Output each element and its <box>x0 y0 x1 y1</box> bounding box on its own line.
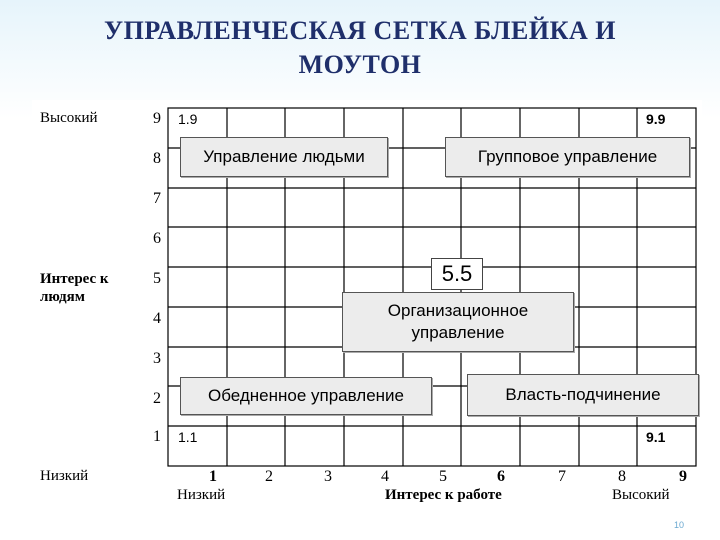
y-axis-high: Высокий <box>40 110 98 126</box>
y-tick-3: 3 <box>153 350 161 367</box>
title-line-1: УПРАВЛЕНЧЕСКАЯ СЕТКА БЛЕЙКА И <box>104 16 616 45</box>
y-tick-6: 6 <box>153 230 161 247</box>
box-authority-compliance: Власть-подчинение <box>467 374 699 416</box>
corner-bottom-right: 9.1 <box>646 429 666 445</box>
box-team-management: Групповое управление <box>445 137 690 177</box>
x-tick-8: 8 <box>618 468 626 485</box>
x-tick-1: 1 <box>209 468 217 485</box>
x-axis-label: Интерес к работе <box>385 487 502 503</box>
y-tick-7: 7 <box>153 190 161 207</box>
page-number: 10 <box>673 520 684 530</box>
x-tick-5: 5 <box>439 468 447 485</box>
x-tick-6: 6 <box>497 468 505 485</box>
org-line-1: Организационное <box>387 301 529 320</box>
y-tick-5: 5 <box>153 270 161 287</box>
y-tick-9: 9 <box>153 110 161 127</box>
corner-top-left: 1.9 <box>178 111 198 127</box>
center-value: 5.5 <box>431 258 483 290</box>
title-line-2: МОУТОН <box>298 50 422 79</box>
y-axis-low: Низкий <box>40 468 89 484</box>
y-tick-1: 1 <box>153 428 161 445</box>
org-line-2: управление <box>411 323 505 342</box>
corner-top-right: 9.9 <box>646 111 666 127</box>
x-tick-3: 3 <box>324 468 332 485</box>
box-organizational-management <box>342 292 574 352</box>
box-impoverished-management: Обедненное управление <box>180 377 432 415</box>
corner-bottom-left: 1.1 <box>178 429 198 445</box>
x-tick-7: 7 <box>558 468 566 485</box>
y-axis-label-line-1: Интерес к <box>40 271 109 287</box>
y-tick-2: 2 <box>153 390 161 407</box>
x-axis-low: Низкий <box>177 487 226 503</box>
x-tick-2: 2 <box>265 468 273 485</box>
x-axis-high: Высокий <box>612 487 670 503</box>
x-tick-9: 9 <box>679 468 687 485</box>
y-tick-4: 4 <box>153 310 161 327</box>
y-axis-label-line-2: людям <box>40 289 85 305</box>
y-tick-8: 8 <box>153 150 161 167</box>
x-tick-4: 4 <box>381 468 389 485</box>
box-people-management: Управление людьми <box>180 137 388 177</box>
